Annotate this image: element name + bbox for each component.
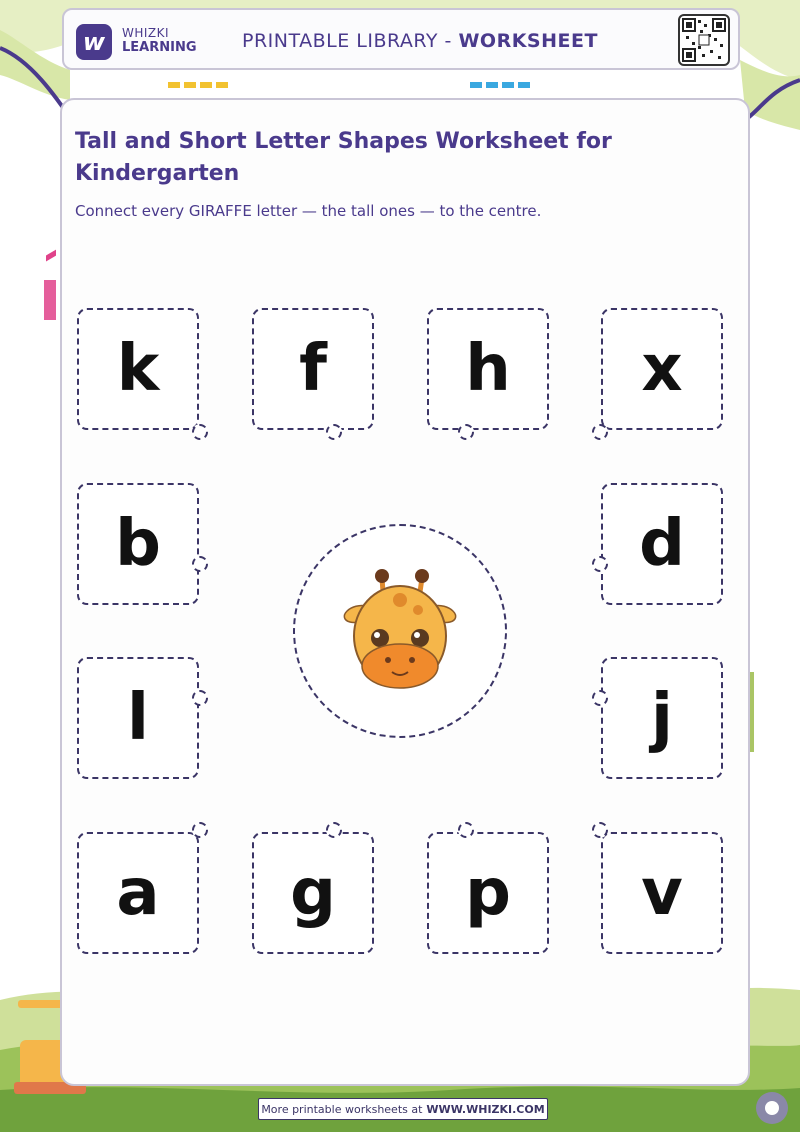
connection-dot[interactable]	[326, 822, 342, 838]
footer-text: More printable worksheets at	[261, 1102, 423, 1116]
letter-box-b[interactable]	[77, 483, 199, 605]
letter-f: f	[299, 332, 327, 406]
letter-x: x	[641, 332, 683, 406]
connection-dot[interactable]	[192, 556, 208, 572]
letter-box-v[interactable]	[601, 832, 723, 954]
letter-box-h[interactable]	[427, 308, 549, 430]
connection-dot[interactable]	[458, 424, 474, 440]
letter-d: d	[639, 507, 685, 581]
connection-dot[interactable]	[192, 690, 208, 706]
connection-dot[interactable]	[592, 822, 608, 838]
qr-code-icon	[678, 14, 730, 66]
worksheet-title: Tall and Short Letter Shapes Worksheet for Kindergarten	[75, 129, 612, 186]
letter-box-a[interactable]	[77, 832, 199, 954]
letter-box-f[interactable]	[252, 308, 374, 430]
letter-a: a	[116, 856, 160, 930]
letter-box-p[interactable]	[427, 832, 549, 954]
letter-g: g	[290, 856, 336, 930]
logo-letter: w	[82, 28, 106, 56]
connection-dot[interactable]	[592, 556, 608, 572]
header-title-bold: WORKSHEET	[458, 30, 598, 52]
letter-j: j	[651, 681, 673, 755]
logo-line-1: WHIZKI	[122, 26, 170, 40]
qr-pattern	[680, 16, 728, 64]
connection-dot[interactable]	[192, 822, 208, 838]
worksheet-instruction: Connect every GIRAFFE letter — the tall ones — to the centre.	[75, 202, 542, 220]
connection-dot[interactable]	[458, 822, 474, 838]
letter-box-g[interactable]	[252, 832, 374, 954]
letter-v: v	[641, 856, 683, 930]
letter-k: k	[116, 332, 160, 406]
connection-dot[interactable]	[592, 424, 608, 440]
connection-dot[interactable]	[592, 690, 608, 706]
letter-box-l[interactable]	[77, 657, 199, 779]
letter-b: b	[115, 507, 161, 581]
logo-wordmark	[122, 26, 197, 55]
giraffe-icon	[340, 566, 460, 696]
letter-h: h	[465, 332, 511, 406]
header-bar	[62, 8, 740, 70]
connection-dot[interactable]	[192, 424, 208, 440]
logo-line-2: LEARNING	[122, 40, 197, 55]
footer-link[interactable]: WWW.WHIZKI.COM	[426, 1102, 545, 1116]
connection-dot[interactable]	[326, 424, 342, 440]
letter-box-d[interactable]	[601, 483, 723, 605]
letter-p: p	[465, 856, 511, 930]
letter-box-j[interactable]	[601, 657, 723, 779]
header-title	[242, 30, 598, 52]
whizki-logo-icon	[76, 24, 112, 60]
header-title-prefix: PRINTABLE LIBRARY -	[242, 30, 459, 52]
letter-l: l	[127, 681, 149, 755]
footer-banner	[258, 1098, 548, 1120]
letter-box-x[interactable]	[601, 308, 723, 430]
letter-box-k[interactable]	[77, 308, 199, 430]
